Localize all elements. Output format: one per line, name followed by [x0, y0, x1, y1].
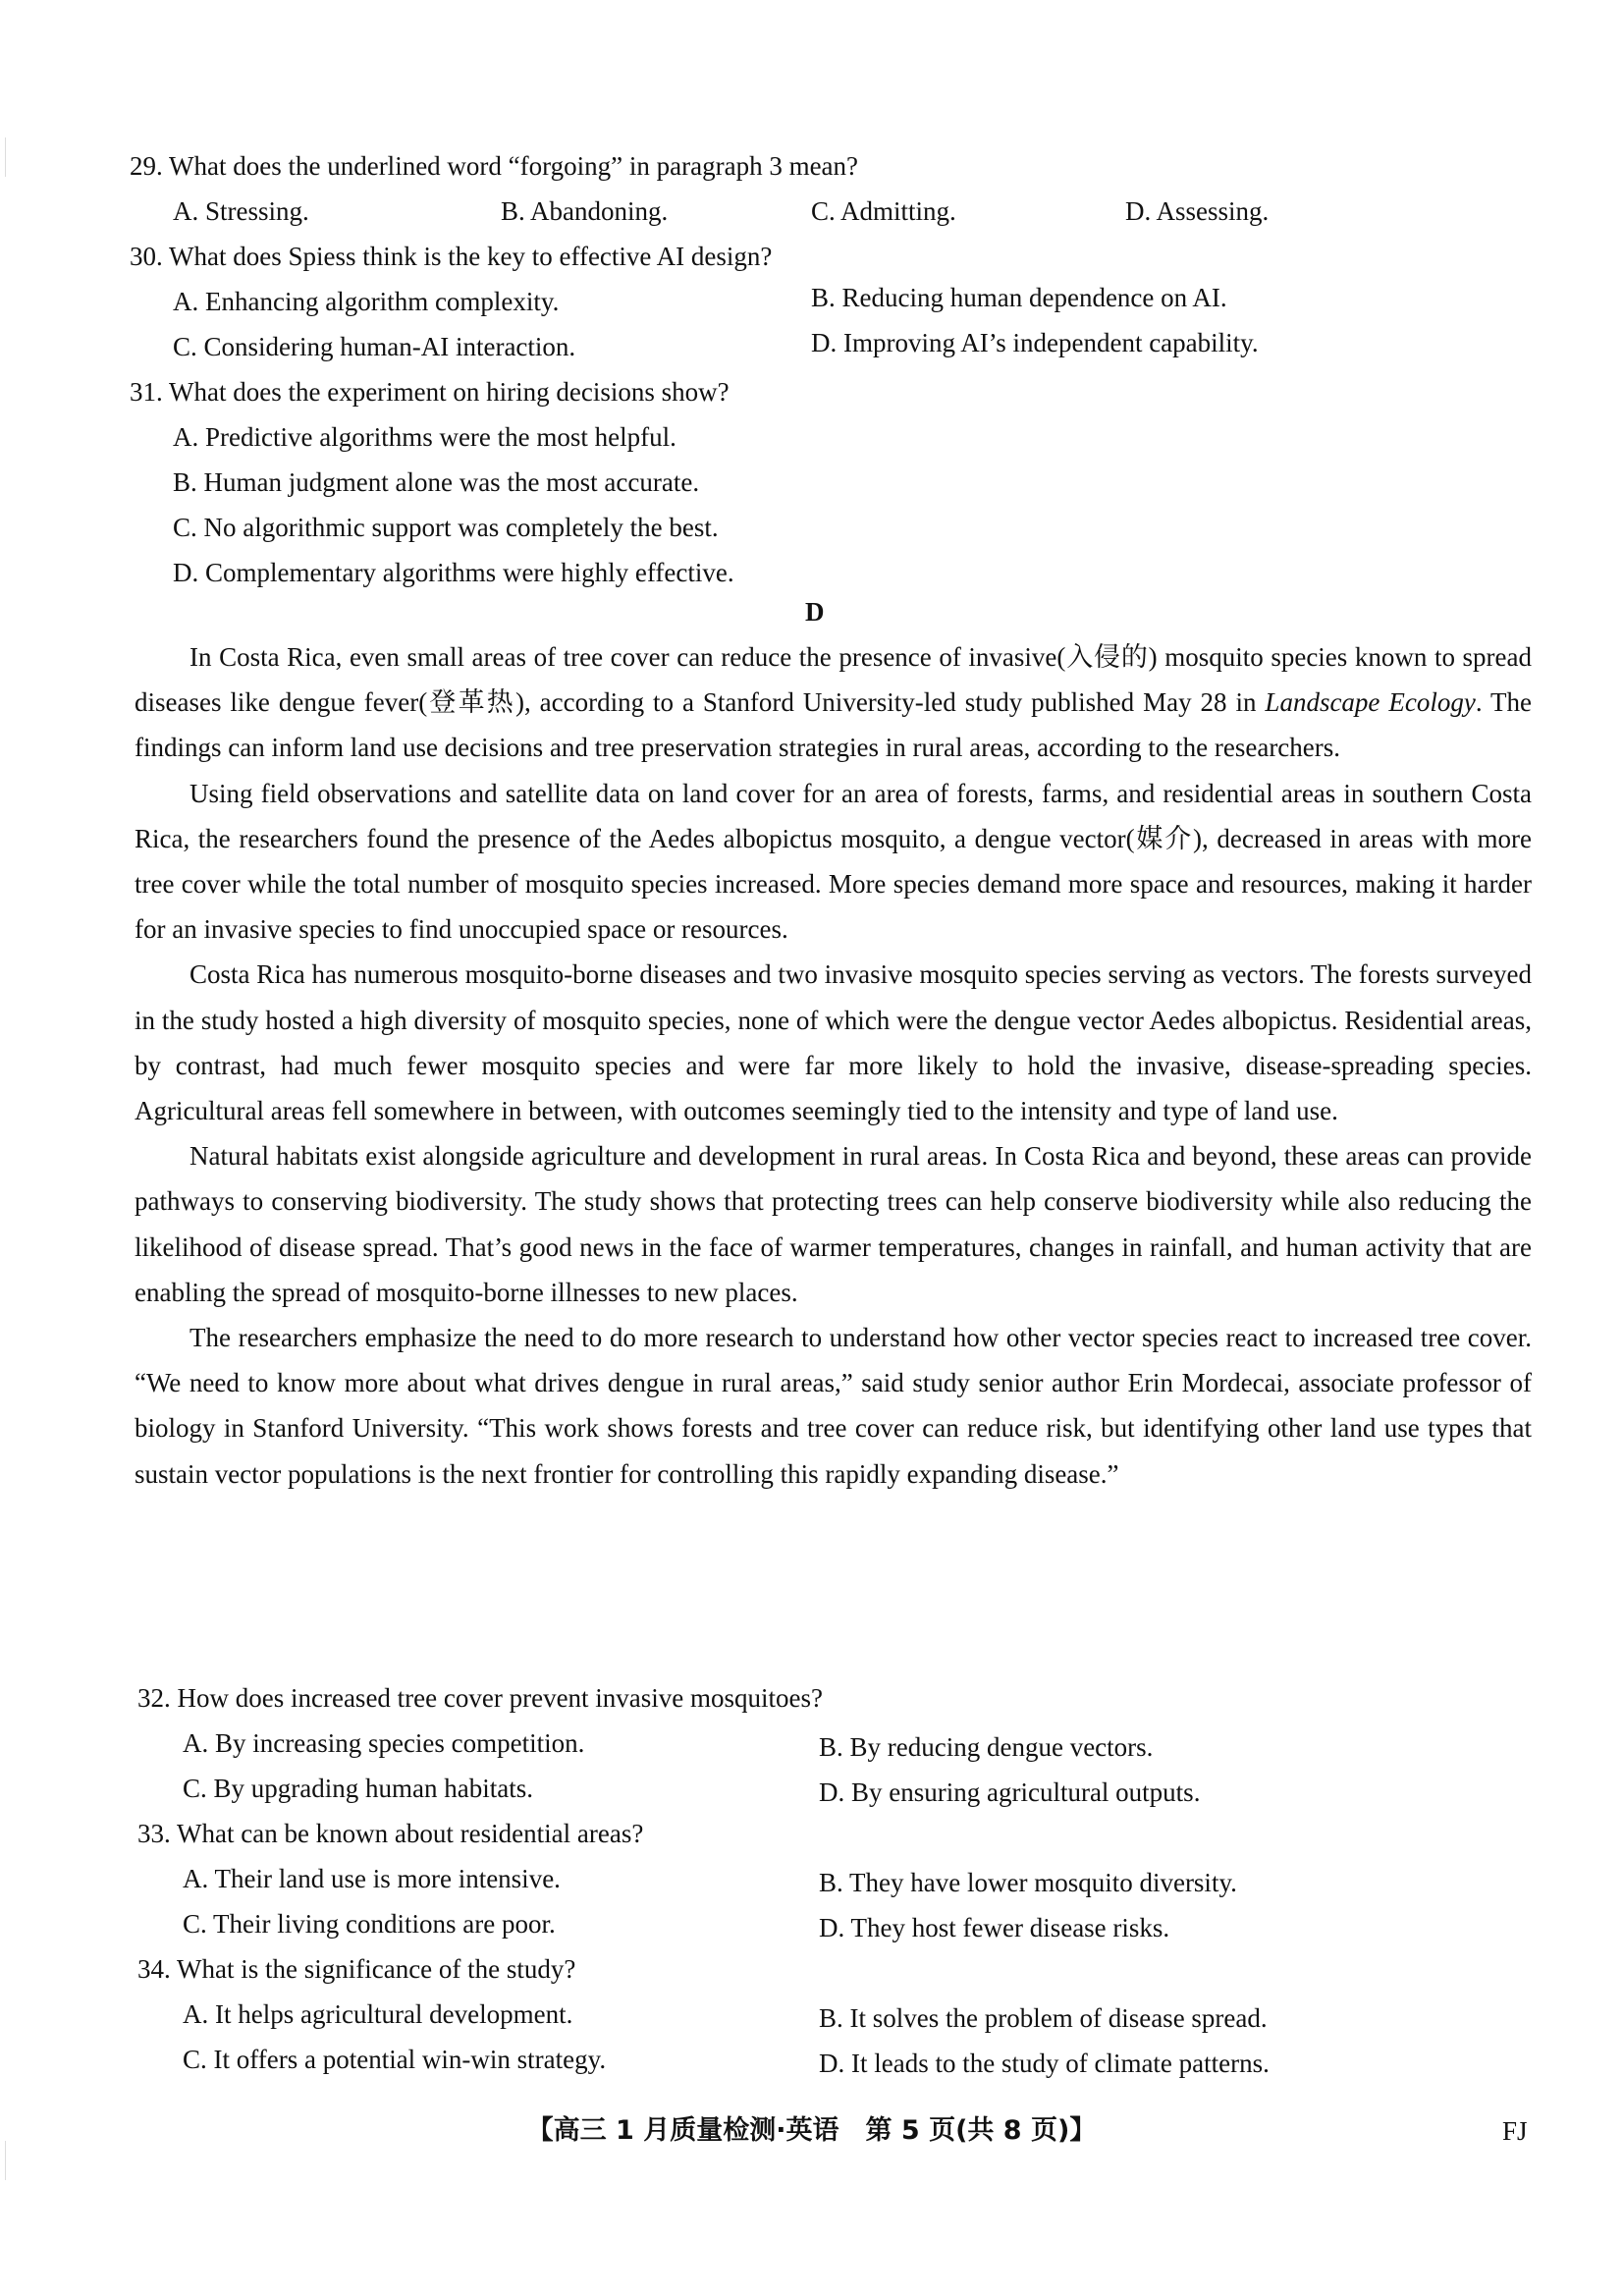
option-29-a: A. Stressing. — [173, 196, 309, 226]
option-30-a: A. Enhancing algorithm complexity. — [173, 287, 560, 316]
option-32-d: D. By ensuring agricultural outputs. — [819, 1777, 1201, 1807]
question-stem: What can be known about residential areas? — [177, 1819, 644, 1848]
option-31-a: A. Predictive algorithms were the most helpful. — [173, 422, 676, 452]
option-29-c: C. Admitting. — [811, 196, 956, 226]
question-number: 32. — [137, 1683, 171, 1713]
question-number: 29. — [130, 151, 163, 181]
question-stem: What does Spiess think is the key to effective AI design? — [169, 242, 773, 271]
scan-artifact — [5, 137, 6, 177]
passage-d — [135, 634, 1532, 1497]
option-34-a: A. It helps agricultural development. — [183, 1999, 573, 2029]
question-stem: What does the underlined word “forgoing” in paragraph 3 mean? — [169, 151, 859, 181]
question-number: 30. — [130, 242, 163, 271]
option-34-b: B. It solves the problem of disease spread. — [819, 2003, 1268, 2033]
option-33-a: A. Their land use is more intensive. — [183, 1864, 561, 1893]
option-33-c: C. Their living conditions are poor. — [183, 1909, 556, 1939]
region-code: FJ — [1502, 2116, 1528, 2146]
option-32-a: A. By increasing species competition. — [183, 1728, 585, 1758]
passage-paragraph-5: The researchers emphasize the need to do more research to understand how other vector species react to increased tree cover. “We need to know more about what drives dengue in rural areas,” said study senior author Erin Mordecai, associate professor of biology in Stanford University. “This work shows forests and tree cover can reduce risk, but identifying other land use types that sustain vector populations is the next frontier for controlling this rapidly expanding disease.” — [135, 1323, 1532, 1489]
option-30-d: D. Improving AI’s independent capability. — [811, 328, 1259, 357]
option-31-c: C. No algorithmic support was completely the best. — [173, 513, 719, 542]
question-stem: What does the experiment on hiring decisions show? — [169, 377, 730, 407]
question-number: 33. — [137, 1819, 171, 1848]
question-33 — [137, 1811, 643, 1856]
passage-paragraph-1: In Costa Rica, even small areas of tree cover can reduce the presence of invasive(入侵的) mosquito species known to spread diseases like dengue fever(登革热), according to a Stanford University-led study published May 28 in Landscape Ecology. The findings can inform land use decisions and tree preservation strategies in rural areas, according to the researchers. — [135, 642, 1533, 763]
page-footer: 【高三 1 月质量检测·英语 第 5 页(共 8 页)】 — [526, 2115, 1097, 2146]
option-31-b: B. Human judgment alone was the most accurate. — [173, 467, 700, 497]
option-29-b: B. Abandoning. — [501, 196, 669, 226]
option-31-d: D. Complementary algorithms were highly effective. — [173, 558, 734, 587]
option-34-d: D. It leads to the study of climate patterns. — [819, 2049, 1270, 2078]
option-33-b: B. They have lower mosquito diversity. — [819, 1868, 1237, 1897]
option-32-b: B. By reducing dengue vectors. — [819, 1732, 1154, 1762]
option-32-c: C. By upgrading human habitats. — [183, 1774, 533, 1803]
question-29 — [130, 143, 858, 189]
scan-artifact — [5, 2141, 6, 2180]
question-32 — [137, 1675, 823, 1721]
passage-paragraph-2: Using field observations and satellite data on land cover for an area of forests, farms, and residential areas in southern Costa Rica, the researchers found the presence of the Aedes albopictus mosquito, a dengue vector(媒介), decreased in areas with more tree cover while the total number of mosquito species increased. More species demand more space and resources, making it harder for an invasive species to find unoccupied space or resources. — [135, 778, 1532, 945]
passage-paragraph-3: Costa Rica has numerous mosquito-borne diseases and two invasive mosquito species serving as vectors. The forests surveyed in the study hosted a high diversity of mosquito species, none of which were the dengue vector Aedes albopictus. Residential areas, by contrast, had much fewer mosquito species and were far more likely to hold the invasive, disease-spreading species. Agricultural areas fell somewhere in between, with outcomes seemingly tied to the intensity and type of land use. — [135, 959, 1532, 1126]
question-stem: What is the significance of the study? — [177, 1954, 576, 1984]
option-33-d: D. They host fewer disease risks. — [819, 1913, 1170, 1942]
question-stem: How does increased tree cover prevent invasive mosquitoes? — [177, 1683, 824, 1713]
option-29-d: D. Assessing. — [1125, 196, 1270, 226]
journal-name: Landscape Ecology — [1265, 687, 1476, 718]
question-30 — [130, 234, 772, 279]
question-number: 34. — [137, 1954, 171, 1984]
option-30-b: B. Reducing human dependence on AI. — [811, 283, 1227, 312]
section-heading-d: D — [805, 597, 825, 627]
option-30-c: C. Considering human-AI interaction. — [173, 332, 576, 361]
question-number: 31. — [130, 377, 163, 407]
option-34-c: C. It offers a potential win-win strategy. — [183, 2045, 607, 2074]
question-31 — [130, 369, 730, 414]
passage-paragraph-4: Natural habitats exist alongside agriculture and development in rural areas. In Costa Rica and beyond, these areas can provide pathways to conserving biodiversity. The study shows that protecting trees can help conserve biodiversity while also reducing the likelihood of disease spread. That’s good news in the face of warmer temperatures, changes in rainfall, and human activity that are enabling the spread of mosquito-borne illnesses to new places. — [135, 1141, 1532, 1307]
question-34 — [137, 1946, 575, 1992]
